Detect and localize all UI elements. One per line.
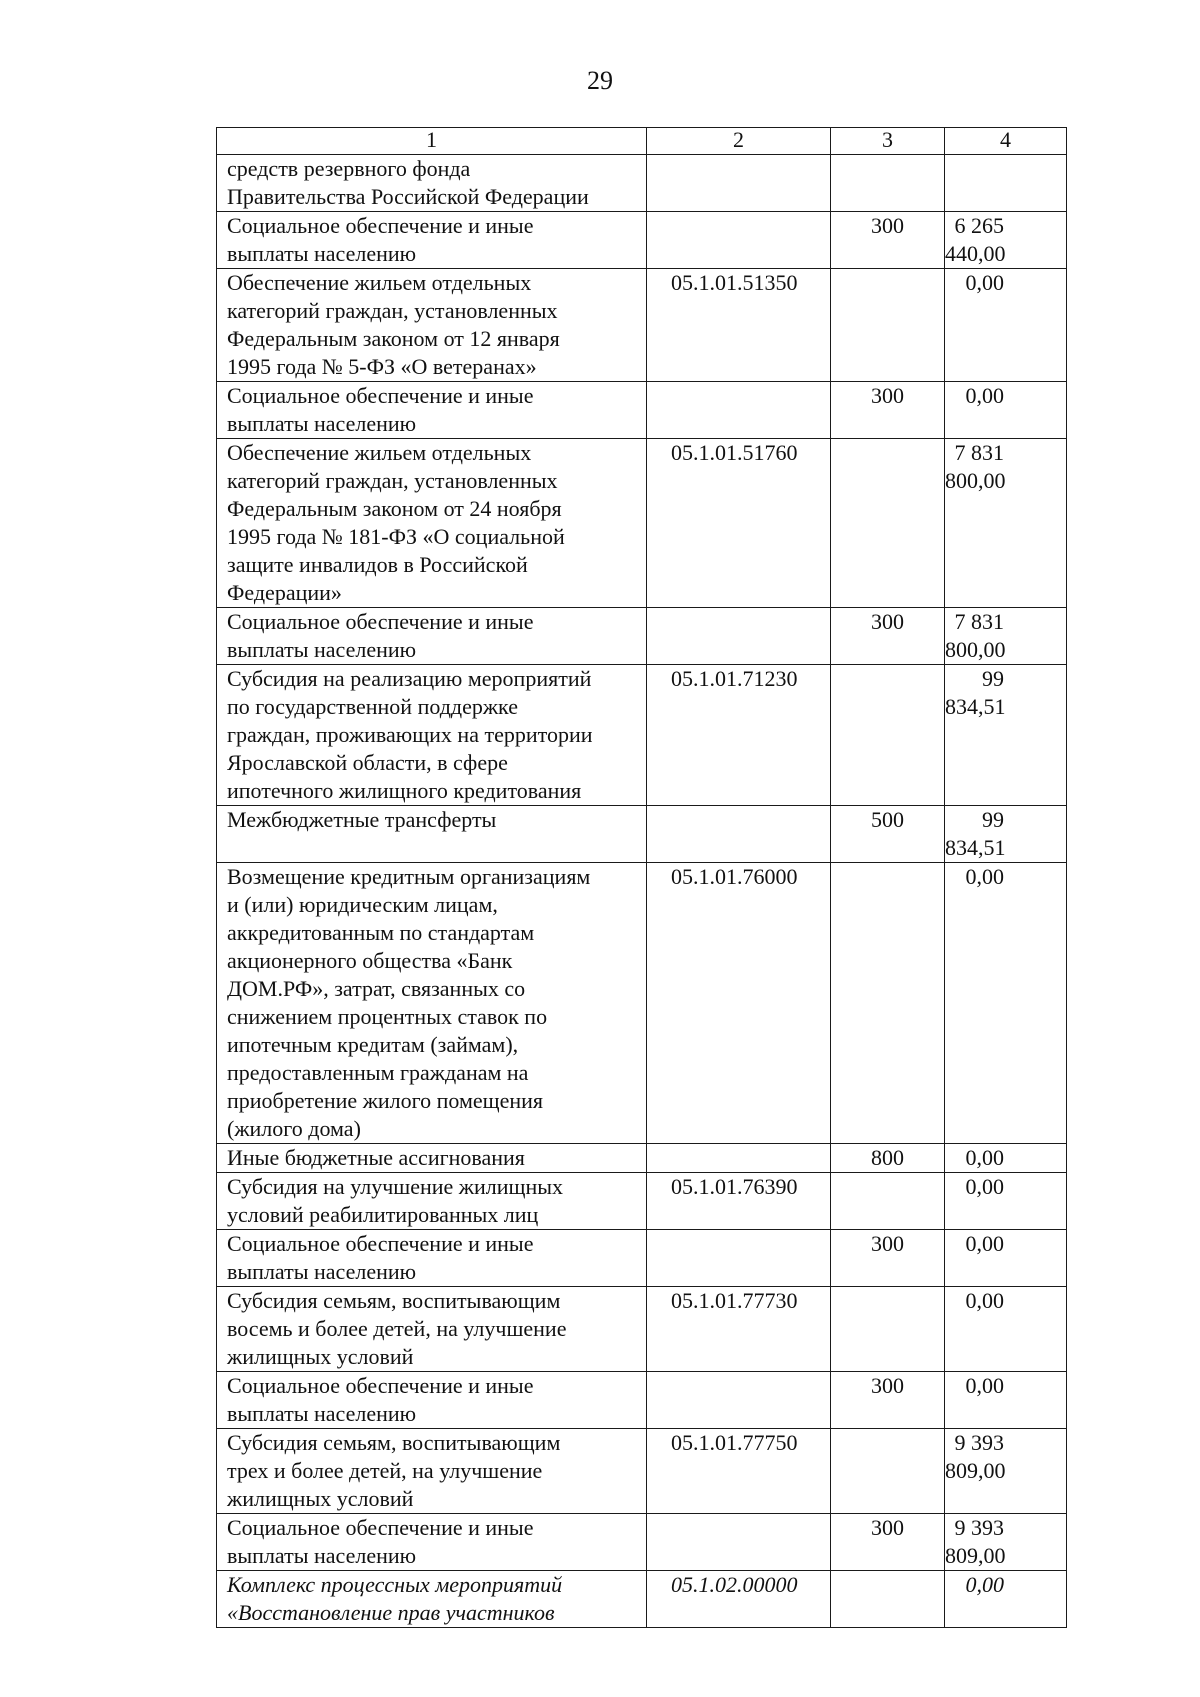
row-target-code bbox=[647, 1173, 831, 1230]
row-amount-text: 7 831 800,00 bbox=[945, 440, 1006, 493]
header-col-2: 2 bbox=[647, 128, 831, 155]
row-amount-text: 0,00 bbox=[965, 1373, 1004, 1398]
table-row bbox=[217, 665, 1067, 806]
row-description bbox=[217, 806, 647, 863]
row-description-text: Социальное обеспечение и иные выплаты населению bbox=[227, 1515, 534, 1568]
row-description bbox=[217, 1429, 647, 1514]
row-expense-type-text: 800 bbox=[871, 1145, 904, 1170]
row-description-text: Субсидия семьям, воспитывающим трех и более детей, на улучшение жилищных условий bbox=[227, 1430, 561, 1511]
row-target-code-text: 05.1.02.00000 bbox=[671, 1572, 798, 1597]
row-expense-type bbox=[831, 1372, 945, 1429]
row-description bbox=[217, 382, 647, 439]
row-expense-type-text: 500 bbox=[871, 807, 904, 832]
row-target-code bbox=[647, 608, 831, 665]
row-expense-type bbox=[831, 1287, 945, 1372]
row-target-code-text: 05.1.01.71230 bbox=[671, 666, 798, 691]
row-target-code bbox=[647, 382, 831, 439]
row-amount-text: 0,00 bbox=[965, 1288, 1004, 1313]
row-amount bbox=[945, 212, 1067, 269]
row-description bbox=[217, 155, 647, 212]
row-amount-text: 0,00 bbox=[965, 1145, 1004, 1170]
row-amount-text: 9 393 809,00 bbox=[945, 1515, 1006, 1568]
row-target-code-text: 05.1.01.77750 bbox=[671, 1430, 798, 1455]
row-expense-type bbox=[831, 439, 945, 608]
row-description-text: Социальное обеспечение и иные выплаты населению bbox=[227, 383, 534, 436]
table-header-row bbox=[217, 128, 1067, 155]
row-amount-text: 99 834,51 bbox=[945, 666, 1006, 719]
row-amount bbox=[945, 608, 1067, 665]
row-description bbox=[217, 1372, 647, 1429]
row-target-code bbox=[647, 155, 831, 212]
row-target-code bbox=[647, 1429, 831, 1514]
row-expense-type bbox=[831, 155, 945, 212]
row-amount-text: 99 834,51 bbox=[945, 807, 1006, 860]
row-amount bbox=[945, 1230, 1067, 1287]
row-amount bbox=[945, 806, 1067, 863]
row-expense-type-text: 300 bbox=[871, 213, 904, 238]
table-row bbox=[217, 1571, 1067, 1628]
row-expense-type bbox=[831, 1173, 945, 1230]
row-amount-text: 9 393 809,00 bbox=[945, 1430, 1006, 1483]
table-row bbox=[217, 269, 1067, 382]
row-description-text: Субсидия семьям, воспитывающим восемь и более детей, на улучшение жилищных условий bbox=[227, 1288, 567, 1369]
row-amount bbox=[945, 382, 1067, 439]
table-row bbox=[217, 806, 1067, 863]
row-amount-text: 0,00 bbox=[965, 1572, 1004, 1597]
table-row bbox=[217, 863, 1067, 1144]
row-expense-type-text: 300 bbox=[871, 1231, 904, 1256]
header-col-3: 3 bbox=[831, 128, 945, 155]
row-target-code bbox=[647, 269, 831, 382]
row-amount bbox=[945, 1571, 1067, 1628]
table-row bbox=[217, 382, 1067, 439]
row-description-text: Субсидия на реализацию мероприятий по государственной поддержке граждан, проживающих на территории Ярославской области, в сфере ипотечного жилищного кредитования bbox=[227, 666, 593, 803]
row-expense-type-text: 300 bbox=[871, 609, 904, 634]
row-description-text: Социальное обеспечение и иные выплаты населению bbox=[227, 213, 534, 266]
row-amount-text: 0,00 bbox=[965, 1231, 1004, 1256]
row-expense-type-text: 300 bbox=[871, 383, 904, 408]
row-target-code-text: 05.1.01.76390 bbox=[671, 1174, 798, 1199]
row-description bbox=[217, 665, 647, 806]
table-row bbox=[217, 1230, 1067, 1287]
row-description bbox=[217, 212, 647, 269]
row-description-text: Иные бюджетные ассигнования bbox=[227, 1145, 525, 1170]
row-amount bbox=[945, 863, 1067, 1144]
table-row bbox=[217, 1514, 1067, 1571]
row-target-code-text: 05.1.01.51350 bbox=[671, 270, 798, 295]
row-amount bbox=[945, 439, 1067, 608]
row-target-code bbox=[647, 806, 831, 863]
row-description bbox=[217, 1571, 647, 1628]
row-amount-text: 7 831 800,00 bbox=[945, 609, 1006, 662]
table-row bbox=[217, 1173, 1067, 1230]
row-amount bbox=[945, 1514, 1067, 1571]
table-row bbox=[217, 1287, 1067, 1372]
row-description bbox=[217, 863, 647, 1144]
row-description bbox=[217, 439, 647, 608]
row-expense-type-text: 300 bbox=[871, 1515, 904, 1540]
row-target-code bbox=[647, 1571, 831, 1628]
row-expense-type bbox=[831, 382, 945, 439]
row-description-text: Обеспечение жильем отдельных категорий граждан, установленных Федеральным законом от 12 января 1995 года № 5-ФЗ «О ветеранах» bbox=[227, 270, 560, 379]
row-description-text: Субсидия на улучшение жилищных условий реабилитированных лиц bbox=[227, 1174, 564, 1227]
row-target-code bbox=[647, 1287, 831, 1372]
table-row bbox=[217, 1429, 1067, 1514]
row-expense-type bbox=[831, 806, 945, 863]
row-description-text: Возмещение кредитным организациям и (или) юридическим лицам, аккредитованным по стандартам акционерного общества «Банк ДОМ.РФ», затрат, связанных со снижением процентных ставок по ипотечным кредитам (займам), предоставленным гражданам на приобретение жилого помещения (жилого дома) bbox=[227, 864, 591, 1141]
row-description bbox=[217, 1287, 647, 1372]
row-amount bbox=[945, 1144, 1067, 1173]
row-description-text: Комплекс процессных мероприятий «Восстановление прав участников bbox=[227, 1572, 563, 1625]
row-target-code-text: 05.1.01.51760 bbox=[671, 440, 798, 465]
row-expense-type bbox=[831, 1144, 945, 1173]
row-amount-text: 0,00 bbox=[965, 270, 1004, 295]
row-expense-type bbox=[831, 269, 945, 382]
row-expense-type bbox=[831, 1571, 945, 1628]
row-expense-type bbox=[831, 1230, 945, 1287]
row-amount-text: 0,00 bbox=[965, 1174, 1004, 1199]
row-description bbox=[217, 608, 647, 665]
row-amount-text: 0,00 bbox=[965, 383, 1004, 408]
row-description bbox=[217, 1230, 647, 1287]
row-target-code bbox=[647, 1372, 831, 1429]
row-description-text: Обеспечение жильем отдельных категорий граждан, установленных Федеральным законом от 24 ноября 1995 года № 181-ФЗ «О социальной защите инвалидов в Российской Федерации» bbox=[227, 440, 565, 605]
table-body bbox=[217, 128, 1067, 1628]
row-amount bbox=[945, 1173, 1067, 1230]
row-target-code bbox=[647, 665, 831, 806]
row-description-text: Социальное обеспечение и иные выплаты населению bbox=[227, 609, 534, 662]
row-amount bbox=[945, 1372, 1067, 1429]
row-expense-type bbox=[831, 1514, 945, 1571]
row-target-code bbox=[647, 212, 831, 269]
row-amount-text: 6 265 440,00 bbox=[945, 213, 1006, 266]
table-row bbox=[217, 1372, 1067, 1429]
row-target-code-text: 05.1.01.76000 bbox=[671, 864, 798, 889]
table-row bbox=[217, 1144, 1067, 1173]
row-amount bbox=[945, 1429, 1067, 1514]
row-amount-text: 0,00 bbox=[965, 864, 1004, 889]
row-expense-type-text: 300 bbox=[871, 1373, 904, 1398]
row-amount bbox=[945, 665, 1067, 806]
row-target-code bbox=[647, 1230, 831, 1287]
row-amount bbox=[945, 269, 1067, 382]
row-description-text: Межбюджетные трансферты bbox=[227, 807, 497, 832]
table-row bbox=[217, 212, 1067, 269]
row-target-code-text: 05.1.01.77730 bbox=[671, 1288, 798, 1313]
header-col-1: 1 bbox=[217, 128, 647, 155]
row-expense-type bbox=[831, 863, 945, 1144]
row-description bbox=[217, 1173, 647, 1230]
header-col-4: 4 bbox=[945, 128, 1067, 155]
row-description bbox=[217, 1514, 647, 1571]
row-description-text: Социальное обеспечение и иные выплаты населению bbox=[227, 1373, 534, 1426]
table-row bbox=[217, 155, 1067, 212]
table-row bbox=[217, 608, 1067, 665]
row-amount bbox=[945, 155, 1067, 212]
row-expense-type bbox=[831, 212, 945, 269]
row-expense-type bbox=[831, 608, 945, 665]
row-target-code bbox=[647, 439, 831, 608]
row-target-code bbox=[647, 1514, 831, 1571]
row-target-code bbox=[647, 863, 831, 1144]
page-number: 29 bbox=[587, 66, 613, 95]
row-amount bbox=[945, 1287, 1067, 1372]
row-description-text: средств резервного фонда Правительства Российской Федерации bbox=[227, 156, 589, 209]
row-description-text: Социальное обеспечение и иные выплаты населению bbox=[227, 1231, 534, 1284]
row-description bbox=[217, 269, 647, 382]
row-expense-type bbox=[831, 1429, 945, 1514]
table-row bbox=[217, 439, 1067, 608]
row-description bbox=[217, 1144, 647, 1173]
row-expense-type bbox=[831, 665, 945, 806]
budget-table bbox=[216, 127, 1067, 1628]
row-target-code bbox=[647, 1144, 831, 1173]
